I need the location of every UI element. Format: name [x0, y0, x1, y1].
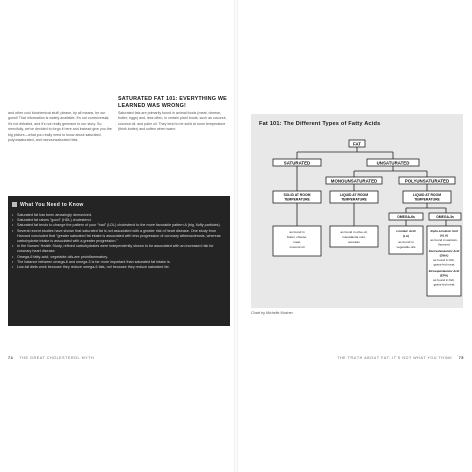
o3-source-line: grass-fed meat	[433, 282, 455, 287]
o3-source-line: (DHA)	[439, 253, 449, 258]
right-page	[236, 0, 472, 472]
square-icon	[12, 202, 17, 207]
o6-source-line: Linoleic Acid	[396, 229, 416, 233]
figure-credit: Chart by Michelle Mosher	[251, 311, 293, 315]
section-heading: SATURATED FAT 101: EVERYTHING WE LEARNED WAS WRONG!	[118, 96, 227, 109]
node-monounsaturated: MONOUNSATURATED	[330, 178, 378, 184]
running-title: THE GREAT CHOLESTEROL MYTH	[19, 356, 95, 360]
poly-desc-line: TEMPERATURE	[414, 197, 440, 202]
list-item: • Saturated fat tends to change the pattern of your "bad" (LDL) cholesterol to the more favorable pattern A (big, fluffy particles).	[12, 223, 226, 228]
o3-source-line: (ALA)	[439, 233, 449, 238]
node-fat: FAT	[353, 141, 361, 147]
mono-desc-line: LIQUID AT ROOM	[339, 193, 369, 197]
o3-source-line: Docosahexaenoic Acid	[428, 249, 460, 253]
list-item: • Omega-6 fatty-acid, vegetable-oils-are proinflammatory.	[12, 255, 226, 260]
sat-source-line: coconut oil	[289, 245, 305, 249]
sat-desc-line: SOLID AT ROOM	[283, 193, 311, 197]
box-title: What You Need to Know	[20, 201, 84, 208]
o3-source-line: as found in fish,	[433, 258, 455, 262]
list-item: • In the Nurses' Health Study, refined carbohydrates were independently shown to be associated with an increased risk for coronary heart disease.	[12, 244, 226, 254]
intro-paragraph: and other cool biochemical stuff; please, by all means, be our guest! That information is widely available. It's not controversial, it's not debated, and it's not really germane to our story. So, mercifully, we've decided to forgo it here and instead give you the big picture—what you really need to know about saturated, polyunsaturated, and monounsaturated fats.	[8, 111, 112, 143]
node-saturated: SATURATED	[283, 160, 311, 166]
what-you-need-to-know-box	[8, 196, 230, 326]
sat-source-line: as found in	[289, 230, 305, 234]
mono-source-line: as found in olive oil,	[340, 230, 368, 234]
fatty-acids-figure	[251, 114, 463, 308]
o6-source-line: (LA)	[402, 234, 410, 238]
o3-source-line: flaxseed	[438, 242, 450, 247]
list-item: • Several recent studies have shown that saturated fat is not associated with a greater risk of heart disease. One study from Harvard concluded that "greater saturated fat intake is associated with less progression of coronary atherosclerosis, whereas carbohydrate intake is associated with a greater progression."	[12, 229, 226, 245]
node-omega3: OMEGA-3s	[436, 215, 454, 219]
o3-source-line: (EPA)	[439, 273, 449, 278]
o3-source-line: grass-fed meat	[433, 262, 455, 267]
node-polyunsaturated: POLYUNSATURATED	[404, 178, 450, 184]
box-list	[12, 213, 226, 270]
list-item: • Saturated fat has been amazingly demonized.	[12, 213, 226, 218]
right-footer	[337, 356, 464, 360]
sat-desc-line: TEMPERATURE	[284, 197, 310, 202]
node-unsaturated: UNSATURATED	[376, 160, 410, 166]
o3-source-line: Alpha-Linolenic Acid	[430, 229, 458, 233]
list-item: • Saturated fat raises "good" (HDL) cholesterol.	[12, 218, 226, 223]
saturated-fat-section	[118, 96, 230, 133]
fatty-acids-flowchart	[251, 114, 463, 308]
o6-source-line: vegetable oils	[396, 245, 416, 249]
left-footer	[8, 356, 94, 360]
figure-title: Fat 101: The Different Types of Fatty Acids	[259, 121, 381, 127]
mono-desc-line: TEMPERATURE	[341, 197, 367, 202]
sat-source-line: meat,	[293, 240, 301, 244]
list-item: • Low-fat diets work because they reduce omega-6 fats, not because they reduce saturated fat.	[12, 265, 226, 270]
mono-source-line: avocado	[348, 240, 360, 244]
node-omega6: OMEGA-6s	[397, 215, 415, 219]
box-header	[12, 200, 132, 209]
o3-source-line: as found in walnuts,	[430, 238, 458, 242]
page-number: 74	[8, 356, 14, 360]
mono-source-line: macadamia nuts,	[342, 235, 366, 239]
running-title: THE TRUTH ABOUT FAT: IT'S NOT WHAT YOU THINK	[337, 356, 453, 360]
o3-source-line: as found in fish,	[433, 278, 455, 282]
list-item: • The balance between omega-6 and omega-3 is far more important than saturated fat intake is.	[12, 260, 226, 265]
sat-source-line: butter, cheese,	[286, 235, 308, 239]
o6-source-line: as found in	[398, 240, 414, 244]
page-number: 75	[458, 356, 464, 360]
o3-source-line: Eicosapentaenoic Acid	[428, 269, 460, 273]
poly-desc-line: LIQUID AT ROOM	[412, 193, 442, 197]
section-body: Saturated fats are primarily found in animal foods (meat, cheese, butter, eggs) and, less often, in certain plant foods, such as coconut, coconut oil, and palm oil. They tend to be solid at room temperature (think butter) and soften when warm.	[118, 111, 227, 132]
